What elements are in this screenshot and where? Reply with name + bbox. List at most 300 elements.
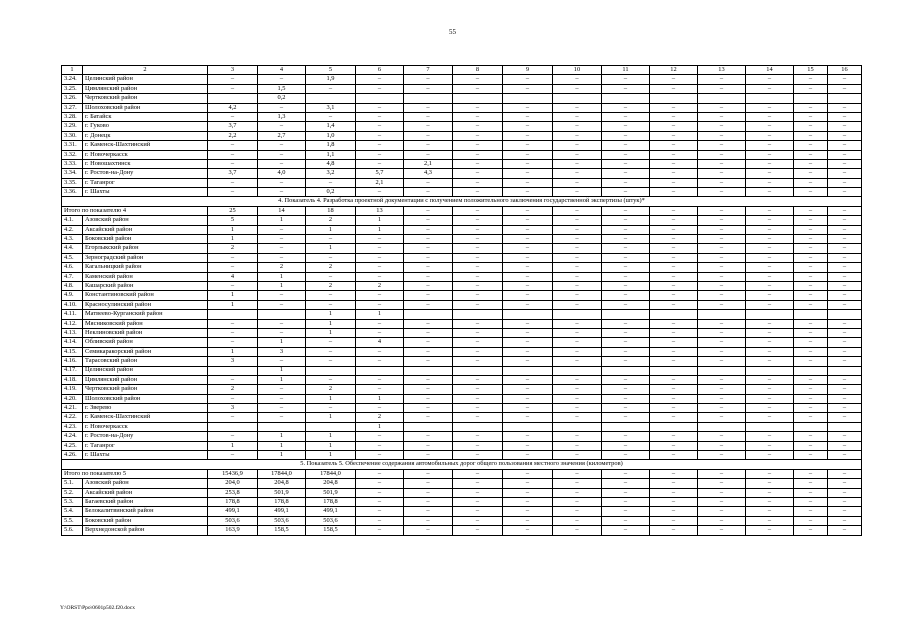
row-number: 4.10.: [62, 300, 83, 309]
value-cell: –: [258, 300, 306, 309]
value-cell: [208, 422, 258, 431]
value-cell: –: [698, 75, 746, 84]
value-cell: –: [650, 385, 698, 394]
value-cell: –: [453, 253, 503, 262]
value-cell: –: [503, 497, 553, 506]
value-cell: [306, 366, 356, 375]
value-cell: –: [404, 404, 453, 413]
value-cell: –: [602, 169, 650, 178]
value-cell: –: [306, 235, 356, 244]
value-cell: –: [828, 263, 862, 272]
value-cell: –: [356, 357, 404, 366]
value-cell: –: [602, 413, 650, 422]
row-number: 3.27.: [62, 103, 83, 112]
row-number: 3.30.: [62, 131, 83, 140]
row-number: 5.4.: [62, 507, 83, 516]
value-cell: –: [828, 488, 862, 497]
value-cell: –: [746, 469, 794, 478]
value-cell: –: [650, 75, 698, 84]
value-cell: –: [828, 112, 862, 121]
value-cell: –: [503, 300, 553, 309]
row-name: Кашарский район: [83, 281, 208, 290]
total-row: [62, 206, 862, 215]
value-cell: –: [828, 516, 862, 525]
value-cell: –: [404, 497, 453, 506]
table-row: [62, 103, 862, 112]
value-cell: [553, 422, 602, 431]
value-cell: –: [208, 375, 258, 384]
value-cell: –: [650, 451, 698, 460]
value-cell: 1: [208, 347, 258, 356]
value-cell: –: [746, 413, 794, 422]
value-cell: 1: [356, 422, 404, 431]
value-cell: –: [553, 150, 602, 159]
value-cell: –: [553, 516, 602, 525]
row-number: 4.24.: [62, 432, 83, 441]
value-cell: –: [794, 357, 828, 366]
value-cell: –: [404, 253, 453, 262]
value-cell: 503,6: [306, 516, 356, 525]
value-cell: 14: [258, 206, 306, 215]
value-cell: 503,6: [258, 516, 306, 525]
value-cell: –: [746, 357, 794, 366]
value-cell: –: [602, 469, 650, 478]
column-number-cell: 2: [83, 66, 208, 75]
value-cell: –: [553, 141, 602, 150]
value-cell: –: [553, 75, 602, 84]
column-number-cell: 5: [306, 66, 356, 75]
value-cell: –: [698, 131, 746, 140]
value-cell: –: [746, 451, 794, 460]
value-cell: –: [306, 112, 356, 121]
value-cell: –: [553, 394, 602, 403]
value-cell: [828, 366, 862, 375]
value-cell: 501,9: [306, 488, 356, 497]
value-cell: –: [404, 244, 453, 253]
value-cell: 158,5: [306, 526, 356, 535]
value-cell: –: [746, 479, 794, 488]
value-cell: –: [453, 451, 503, 460]
value-cell: –: [794, 244, 828, 253]
value-cell: 204,8: [258, 479, 306, 488]
value-cell: –: [453, 432, 503, 441]
value-cell: –: [698, 84, 746, 93]
value-cell: 3: [208, 357, 258, 366]
value-cell: –: [453, 281, 503, 290]
value-cell: [553, 94, 602, 103]
value-cell: –: [553, 188, 602, 197]
table-row: [62, 497, 862, 506]
value-cell: –: [698, 497, 746, 506]
value-cell: –: [503, 281, 553, 290]
value-cell: –: [698, 516, 746, 525]
table-row: [62, 357, 862, 366]
value-cell: –: [828, 122, 862, 131]
row-number: 4.8.: [62, 281, 83, 290]
table-row: [62, 225, 862, 234]
value-cell: –: [356, 319, 404, 328]
value-cell: –: [503, 413, 553, 422]
value-cell: –: [650, 300, 698, 309]
value-cell: –: [503, 225, 553, 234]
value-cell: [794, 310, 828, 319]
value-cell: –: [258, 225, 306, 234]
row-name: Семикаракорский район: [83, 347, 208, 356]
row-number: 4.25.: [62, 441, 83, 450]
value-cell: –: [602, 253, 650, 262]
value-cell: –: [503, 469, 553, 478]
value-cell: [794, 366, 828, 375]
value-cell: –: [650, 169, 698, 178]
table-row: [62, 338, 862, 347]
row-number: 4.23.: [62, 422, 83, 431]
value-cell: 178,8: [208, 497, 258, 506]
value-cell: –: [306, 272, 356, 281]
value-cell: –: [453, 150, 503, 159]
value-cell: –: [794, 235, 828, 244]
value-cell: –: [553, 319, 602, 328]
value-cell: –: [258, 244, 306, 253]
value-cell: –: [698, 122, 746, 131]
table-row: [62, 385, 862, 394]
value-cell: –: [208, 281, 258, 290]
row-name: Шолоховский район: [83, 394, 208, 403]
value-cell: –: [453, 244, 503, 253]
row-number: 4.17.: [62, 366, 83, 375]
row-name: Константиновский район: [83, 291, 208, 300]
value-cell: –: [650, 328, 698, 337]
value-cell: –: [553, 263, 602, 272]
row-number: 3.24.: [62, 75, 83, 84]
table-row: [62, 310, 862, 319]
value-cell: –: [794, 263, 828, 272]
value-cell: –: [746, 375, 794, 384]
value-cell: –: [553, 526, 602, 535]
value-cell: –: [503, 451, 553, 460]
value-cell: 1: [306, 225, 356, 234]
value-cell: –: [828, 75, 862, 84]
value-cell: –: [258, 385, 306, 394]
value-cell: –: [650, 432, 698, 441]
value-cell: –: [828, 235, 862, 244]
value-cell: –: [794, 413, 828, 422]
row-number: 3.29.: [62, 122, 83, 131]
value-cell: –: [503, 263, 553, 272]
value-cell: –: [794, 300, 828, 309]
value-cell: 4,3: [404, 169, 453, 178]
value-cell: –: [698, 328, 746, 337]
value-cell: [828, 422, 862, 431]
row-name: г. Ростов-на-Дону: [83, 169, 208, 178]
value-cell: –: [258, 103, 306, 112]
value-cell: –: [258, 235, 306, 244]
row-name: г. Ростов-на-Дону: [83, 432, 208, 441]
table-row: [62, 413, 862, 422]
value-cell: –: [208, 328, 258, 337]
row-number: 4.19.: [62, 385, 83, 394]
value-cell: –: [794, 112, 828, 121]
value-cell: –: [794, 385, 828, 394]
table-row: [62, 507, 862, 516]
value-cell: –: [503, 122, 553, 131]
value-cell: 2: [208, 385, 258, 394]
value-cell: 1,1: [306, 150, 356, 159]
value-cell: –: [602, 188, 650, 197]
value-cell: –: [356, 291, 404, 300]
value-cell: 1,9: [306, 75, 356, 84]
value-cell: –: [828, 225, 862, 234]
value-cell: –: [208, 253, 258, 262]
value-cell: –: [698, 469, 746, 478]
value-cell: –: [553, 84, 602, 93]
value-cell: –: [602, 385, 650, 394]
row-name: Азовский район: [83, 216, 208, 225]
value-cell: –: [453, 375, 503, 384]
value-cell: –: [404, 347, 453, 356]
column-number-cell: 9: [503, 66, 553, 75]
value-cell: [698, 422, 746, 431]
row-name: г. Каменск-Шахтинский: [83, 413, 208, 422]
value-cell: –: [553, 432, 602, 441]
value-cell: –: [404, 432, 453, 441]
value-cell: [602, 366, 650, 375]
table-row: [62, 131, 862, 140]
value-cell: –: [404, 84, 453, 93]
value-cell: 1: [306, 244, 356, 253]
value-cell: –: [404, 441, 453, 450]
value-cell: –: [828, 244, 862, 253]
value-cell: –: [553, 244, 602, 253]
value-cell: –: [453, 526, 503, 535]
value-cell: –: [650, 103, 698, 112]
value-cell: –: [404, 281, 453, 290]
value-cell: –: [404, 150, 453, 159]
value-cell: 4: [356, 338, 404, 347]
value-cell: –: [258, 159, 306, 168]
value-cell: –: [828, 451, 862, 460]
value-cell: –: [602, 404, 650, 413]
value-cell: –: [602, 338, 650, 347]
value-cell: –: [602, 432, 650, 441]
value-cell: –: [356, 488, 404, 497]
value-cell: 3: [208, 404, 258, 413]
value-cell: –: [553, 300, 602, 309]
value-cell: –: [258, 122, 306, 131]
value-cell: –: [553, 469, 602, 478]
value-cell: –: [453, 225, 503, 234]
value-cell: 1: [258, 216, 306, 225]
value-cell: –: [746, 394, 794, 403]
value-cell: –: [404, 469, 453, 478]
section-heading: 4. Показатель 4. Разработка проектной документации с получением положительного заключения государственной экспертизы (штук)*: [62, 197, 862, 206]
table-row: [62, 319, 862, 328]
value-cell: –: [698, 159, 746, 168]
value-cell: 25: [208, 206, 258, 215]
value-cell: –: [698, 526, 746, 535]
value-cell: –: [746, 141, 794, 150]
value-cell: [746, 94, 794, 103]
value-cell: –: [828, 479, 862, 488]
value-cell: –: [794, 451, 828, 460]
value-cell: –: [602, 131, 650, 140]
value-cell: –: [356, 235, 404, 244]
value-cell: –: [650, 394, 698, 403]
value-cell: –: [698, 300, 746, 309]
value-cell: –: [404, 413, 453, 422]
value-cell: –: [208, 432, 258, 441]
value-cell: –: [404, 479, 453, 488]
table-row: [62, 366, 862, 375]
value-cell: –: [306, 291, 356, 300]
value-cell: 2: [208, 244, 258, 253]
row-number: 3.25.: [62, 84, 83, 93]
row-number: 4.21.: [62, 404, 83, 413]
section-heading: 5. Показатель 5. Обеспечение содержания автомобильных дорог общего пользования местного значения (километров): [62, 460, 862, 469]
value-cell: –: [553, 357, 602, 366]
value-cell: –: [503, 206, 553, 215]
value-cell: –: [503, 235, 553, 244]
row-name: г. Батайск: [83, 112, 208, 121]
value-cell: 2: [258, 263, 306, 272]
value-cell: –: [602, 103, 650, 112]
row-number: 4.13.: [62, 328, 83, 337]
value-cell: –: [453, 159, 503, 168]
value-cell: 163,9: [208, 526, 258, 535]
value-cell: 1,4: [306, 122, 356, 131]
value-cell: –: [650, 159, 698, 168]
value-cell: –: [356, 441, 404, 450]
value-cell: 2,2: [208, 131, 258, 140]
value-cell: –: [258, 291, 306, 300]
value-cell: –: [828, 413, 862, 422]
value-cell: –: [698, 169, 746, 178]
value-cell: 2,1: [404, 159, 453, 168]
value-cell: –: [828, 404, 862, 413]
value-cell: –: [650, 375, 698, 384]
value-cell: –: [650, 281, 698, 290]
row-name: Цимлянский район: [83, 84, 208, 93]
value-cell: –: [553, 451, 602, 460]
value-cell: [746, 366, 794, 375]
value-cell: 1: [356, 310, 404, 319]
value-cell: –: [503, 150, 553, 159]
value-cell: –: [356, 404, 404, 413]
table-row: [62, 441, 862, 450]
value-cell: –: [746, 122, 794, 131]
value-cell: –: [356, 244, 404, 253]
value-cell: –: [453, 272, 503, 281]
table-row: [62, 451, 862, 460]
value-cell: –: [746, 188, 794, 197]
value-cell: –: [602, 291, 650, 300]
value-cell: –: [404, 328, 453, 337]
value-cell: 15436,9: [208, 469, 258, 478]
row-number: 4.22.: [62, 413, 83, 422]
value-cell: –: [453, 338, 503, 347]
row-name: г. Новочеркасск: [83, 150, 208, 159]
value-cell: –: [828, 432, 862, 441]
value-cell: 1,5: [258, 84, 306, 93]
value-cell: [404, 94, 453, 103]
value-cell: –: [453, 441, 503, 450]
value-cell: –: [553, 441, 602, 450]
value-cell: 1: [208, 441, 258, 450]
row-name: г. Зверево: [83, 404, 208, 413]
column-number-cell: 1: [62, 66, 83, 75]
value-cell: –: [503, 357, 553, 366]
value-cell: [503, 422, 553, 431]
value-cell: –: [208, 159, 258, 168]
value-cell: [828, 310, 862, 319]
value-cell: [553, 310, 602, 319]
value-cell: –: [698, 319, 746, 328]
value-cell: –: [828, 84, 862, 93]
row-name: Шолоховский район: [83, 103, 208, 112]
value-cell: –: [794, 291, 828, 300]
value-cell: –: [553, 497, 602, 506]
value-cell: –: [794, 404, 828, 413]
row-name: Боковский район: [83, 516, 208, 525]
value-cell: 1: [258, 432, 306, 441]
value-cell: –: [794, 178, 828, 187]
value-cell: –: [306, 300, 356, 309]
value-cell: –: [602, 122, 650, 131]
value-cell: –: [746, 488, 794, 497]
value-cell: –: [650, 216, 698, 225]
value-cell: –: [698, 394, 746, 403]
row-name: г. Таганрог: [83, 178, 208, 187]
value-cell: –: [650, 526, 698, 535]
value-cell: –: [553, 375, 602, 384]
value-cell: 178,8: [258, 497, 306, 506]
value-cell: –: [602, 206, 650, 215]
value-cell: [602, 422, 650, 431]
value-cell: –: [404, 141, 453, 150]
value-cell: –: [208, 75, 258, 84]
value-cell: [404, 310, 453, 319]
value-cell: –: [602, 150, 650, 159]
value-cell: –: [794, 141, 828, 150]
value-cell: –: [503, 338, 553, 347]
value-cell: –: [828, 141, 862, 150]
value-cell: 499,1: [258, 507, 306, 516]
value-cell: –: [794, 272, 828, 281]
value-cell: –: [602, 272, 650, 281]
value-cell: –: [602, 319, 650, 328]
value-cell: –: [650, 112, 698, 121]
row-name: Зерноградский район: [83, 253, 208, 262]
table-row: [62, 300, 862, 309]
value-cell: –: [503, 84, 553, 93]
value-cell: –: [258, 404, 306, 413]
value-cell: –: [404, 112, 453, 121]
value-cell: –: [356, 141, 404, 150]
column-number-cell: 4: [258, 66, 306, 75]
value-cell: –: [794, 328, 828, 337]
row-name: г. Каменск-Шахтинский: [83, 141, 208, 150]
value-cell: –: [503, 159, 553, 168]
row-name: Итого по показателю 4: [62, 206, 208, 215]
value-cell: –: [794, 507, 828, 516]
value-cell: 1: [356, 394, 404, 403]
value-cell: –: [503, 244, 553, 253]
value-cell: 1: [306, 432, 356, 441]
value-cell: –: [828, 131, 862, 140]
value-cell: –: [794, 159, 828, 168]
value-cell: –: [208, 338, 258, 347]
value-cell: –: [794, 84, 828, 93]
value-cell: –: [602, 75, 650, 84]
